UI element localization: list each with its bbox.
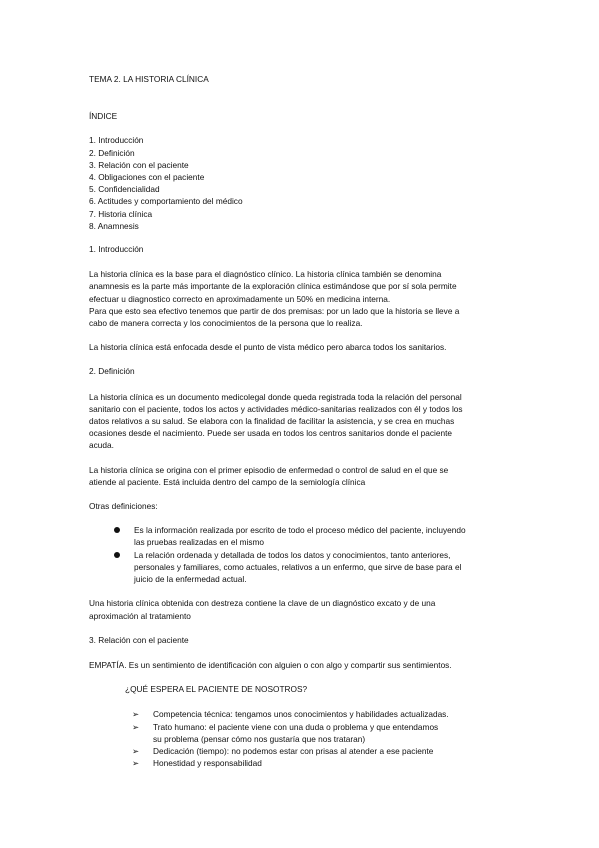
text-line: aproximación al tratamiento: [89, 610, 191, 621]
index-item: 1. Introducción: [89, 135, 144, 146]
intro-paragraph: [89, 268, 539, 329]
section-heading-introduccion: 1. Introducción: [89, 244, 144, 255]
text-line: La historia clínica se origina con el primer episodio de enfermedad o control de salud en el que se: [89, 464, 449, 475]
text-line: acuda.: [89, 440, 114, 451]
definition-paragraph-2: [89, 464, 539, 488]
text-line: sanitario con el paciente, todos los actos y actividades médico-sanitarias realizados con él y todos los: [89, 403, 463, 414]
index-item: 5. Confidencialidad: [89, 184, 160, 195]
text-line: atiende al paciente. Está incluida dentro del campo de la semiología clínica: [89, 476, 366, 487]
expectations-list: [89, 708, 539, 769]
text-line: ocasiones desde el nacimiento. Puede ser usada en todos los centros sanitarios donde el paciente: [89, 428, 452, 439]
text-line: Dedicación (tiempo): no podemos estar con prisas al atender a ese paciente: [153, 745, 434, 756]
text-line: anamnesis es la parte más importante de la exploración clínica estimándose que por sí sola permite: [89, 281, 457, 292]
text-line: La historia clínica es la base para el diagnóstico clínico. La historia clínica también se denomina: [89, 269, 442, 280]
text-line: Competencia técnica: tengamos unos conocimientos y habilidades actualizadas.: [153, 709, 449, 720]
other-definitions-label: Otras definiciones:: [89, 501, 158, 512]
bullet-icon: [114, 552, 120, 558]
index-heading: ÍNDICE: [89, 111, 118, 122]
text-line: Una historia clínica obtenida con destreza contiene la clave de un diagnóstico excato y de una: [89, 598, 436, 609]
index-item: 2. Definición: [89, 147, 135, 158]
bullet-icon: [114, 527, 120, 533]
document-title: TEMA 2. LA HISTORIA CLÍNICA: [89, 74, 209, 84]
bullet-item: [89, 549, 539, 586]
definitions-bullet-list: [89, 524, 539, 585]
index-item: 3. Relación con el paciente: [89, 159, 189, 170]
arrow-bullet-icon: ➢: [132, 758, 140, 769]
definition-paragraph-3: [89, 597, 539, 621]
index-list: [89, 134, 539, 232]
text-line: La historia clínica es un documento medicolegal donde queda registrada toda la relación del personal: [89, 391, 462, 402]
section-heading-definicion: 2. Definición: [89, 366, 135, 377]
text-line: personales y familiares, como actuales, relativos a un enfermo, que sirve de base para el: [134, 561, 462, 572]
text-line: las pruebas realizadas en el mismo: [134, 537, 265, 548]
arrow-bullet-icon: ➢: [132, 745, 140, 756]
text-line: Es la información realizada por escrito de todo el proceso médico del paciente, incluyendo: [134, 525, 466, 536]
arrow-bullet-icon: ➢: [132, 709, 140, 720]
bullet-item: [89, 524, 539, 548]
text-line: juicio de la enfermedad actual.: [134, 574, 247, 585]
index-item: 7. Historia clínica: [89, 208, 153, 219]
text-line: efectuar u diagnostico correcto en aproximadamente un 50% en medicina interna.: [89, 293, 391, 304]
text-line: Honestidad y responsabilidad: [153, 758, 262, 769]
index-item: 6. Actitudes y comportamiento del médico: [89, 196, 243, 207]
arrow-item: [89, 745, 539, 757]
text-line: La relación ordenada y detallada de todos los datos y conocimientos, tanto anteriores,: [134, 549, 451, 560]
empatia-paragraph: EMPATÍA. Es un sentimiento de identificación con alguien o con algo y compartir sus sentimientos.: [89, 659, 452, 670]
patient-expectations-question: ¿QUÉ ESPERA EL PACIENTE DE NOSOTROS?: [125, 684, 308, 695]
text-line: datos relativos a su salud. Se elabora con la finalidad de facilitar la asistencia, y se crea en muchas: [89, 416, 455, 427]
index-item: 8. Anamnesis: [89, 220, 139, 231]
definition-paragraph: [89, 391, 539, 452]
section-heading-relacion: 3. Relación con el paciente: [89, 634, 189, 645]
text-line: cabo de manera correcta y los conocimientos de la persona que lo realiza.: [89, 318, 363, 329]
arrow-item: [89, 708, 539, 720]
text-line: Trato humano: el paciente viene con una duda o problema y que entendamos: [153, 721, 439, 732]
intro-paragraph-2: La historia clínica está enfocada desde el punto de vista médico pero abarca todos los sanitarios.: [89, 342, 447, 353]
index-item: 4. Obligaciones con el paciente: [89, 172, 205, 183]
arrow-item: [89, 721, 539, 745]
text-line: Para que esto sea efectivo tenemos que partir de dos premisas: por un lado que la historia se lleve a: [89, 305, 460, 316]
text-line: su problema (pensar cómo nos gustaría que nos trataran): [153, 733, 366, 744]
arrow-bullet-icon: ➢: [132, 721, 140, 732]
arrow-item: [89, 757, 539, 769]
